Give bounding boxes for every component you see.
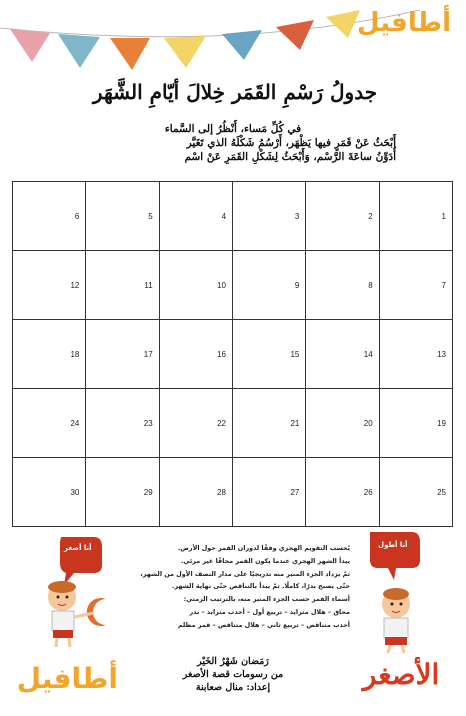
calendar-row (13, 458, 453, 527)
day-number: 24 (70, 418, 80, 428)
calendar-cell[interactable] (379, 182, 452, 251)
calendar-row (13, 389, 453, 458)
calendar-cell[interactable] (379, 320, 452, 389)
calendar-cell[interactable] (233, 182, 306, 251)
credits-line: من رسومات قصة الأصغر (182, 669, 284, 680)
credits-line: إعداد: منال صعابنة (195, 682, 271, 693)
atafeel-logo-top: أطافيل (356, 8, 451, 38)
day-number: 29 (143, 487, 153, 497)
hijri-notes (118, 542, 350, 632)
calendar-cell[interactable] (86, 320, 159, 389)
day-number: 6 (74, 211, 80, 221)
day-number: 27 (290, 487, 300, 497)
calendar-cell[interactable] (159, 182, 232, 251)
atafeel-logo-bottom: أطافيل (16, 662, 118, 695)
note-line: ثمّ يزداد الجزء المنير منه تدريجيًا على مدار النصف الأول من الشهر، (140, 569, 350, 578)
calendar-cell[interactable] (379, 389, 452, 458)
day-number: 20 (363, 418, 373, 428)
note-line: يبدأ الشهر الهجري عندما يكون القمر محاقًا غير مرئي. (181, 556, 350, 565)
day-number: 28 (217, 487, 227, 497)
intro-text (70, 122, 396, 164)
day-number: 7 (441, 280, 446, 290)
intro-line: في كُلِّ مَساء، أَنْظُرُ إلى السَّماء (164, 123, 302, 135)
day-number: 5 (148, 211, 153, 221)
calendar-cell[interactable] (13, 182, 86, 251)
day-number: 3 (294, 211, 300, 221)
calendar-cell[interactable] (159, 320, 232, 389)
bubble-right-text: أنا أطول (378, 541, 408, 549)
moon-calendar-table (12, 181, 453, 527)
calendar-cell[interactable] (379, 251, 452, 320)
calendar-cell[interactable] (86, 251, 159, 320)
day-number: 26 (363, 487, 373, 497)
bubble-left-text: أنا أصغر (64, 544, 92, 552)
calendar-cell[interactable] (86, 458, 159, 527)
day-number: 15 (290, 349, 300, 359)
day-number: 22 (217, 418, 227, 428)
calendar-cell[interactable] (233, 251, 306, 320)
calendar-cell[interactable] (13, 251, 86, 320)
calendar-row (13, 182, 453, 251)
calendar-cell[interactable] (306, 182, 379, 251)
calendar-cell[interactable] (13, 389, 86, 458)
page-title: جدولُ رَسْمِ القَمَر خِلالَ أيّامِ الشَّهَر (92, 80, 378, 104)
calendar-cell[interactable] (306, 320, 379, 389)
calendar-cell[interactable] (233, 389, 306, 458)
calendar-cell[interactable] (13, 320, 86, 389)
credits-block (150, 655, 316, 694)
day-number: 9 (294, 280, 300, 290)
day-number: 17 (143, 349, 153, 359)
calendar-row (13, 320, 453, 389)
calendar-cell[interactable] (13, 458, 86, 527)
day-number: 4 (221, 211, 227, 221)
note-line: يُحسب التقويم الهجري وفقًا لدوران القمر حول الأرض. (177, 544, 350, 552)
day-number: 21 (290, 418, 300, 428)
day-number: 8 (368, 280, 373, 290)
day-number: 2 (368, 211, 373, 221)
note-line: أسماء القمر حسب الجزء المنير منه، بالترتيب الزمني: (183, 595, 350, 604)
calendar-cell[interactable] (233, 458, 306, 527)
note-line: أحدب متناقص – تربيع ثاني – هلال متناقص – قمر مظلم (177, 620, 350, 629)
day-number: 30 (70, 487, 80, 497)
day-number: 18 (70, 349, 80, 359)
calendar-cell[interactable] (306, 458, 379, 527)
calendar-cell[interactable] (159, 251, 232, 320)
note-line: حتّى يصبح بدرًا، كاملًا. ثمّ يبدأ بالتناقص حتّى نهاية الشهر. (171, 582, 350, 591)
calendar-cell[interactable] (306, 251, 379, 320)
day-number: 14 (363, 349, 373, 359)
calendar-cell[interactable] (159, 389, 232, 458)
credits-line: رَمَضان شَهْرُ الخَيْر (197, 656, 269, 667)
day-number: 11 (144, 280, 153, 290)
calendar-cell[interactable] (86, 182, 159, 251)
day-number: 1 (441, 211, 446, 221)
intro-line: أَبْحَثُ عَنْ قَمَرٍ فيها يَظْهَر، أَرْسُمُ شَكْلَهُ الذي تَغَيَّر (186, 137, 396, 149)
day-number: 16 (217, 349, 227, 359)
day-number: 25 (437, 487, 446, 497)
al-asghar-logo: الأصغر (362, 658, 440, 691)
boy-crescent-illustration-left (32, 535, 122, 650)
intro-line: أُدَوِّنُ ساعَةَ الرَّسْم، وَأَبْحَثُ لِشَكْلِ القَمَرِ عَنْ اسْم (184, 151, 396, 163)
calendar-cell[interactable] (159, 458, 232, 527)
day-number: 10 (217, 280, 227, 290)
day-number: 13 (437, 349, 446, 359)
note-line: محاق – هلال متزايد – تربيع أول – أحدب متزايد – بدر (189, 607, 350, 616)
day-number: 23 (143, 418, 153, 428)
day-number: 19 (437, 418, 446, 428)
calendar-cell[interactable] (86, 389, 159, 458)
calendar-cell[interactable] (233, 320, 306, 389)
calendar-cell[interactable] (379, 458, 452, 527)
calendar-row (13, 251, 453, 320)
day-number: 12 (70, 280, 80, 290)
calendar-cell[interactable] (306, 389, 379, 458)
